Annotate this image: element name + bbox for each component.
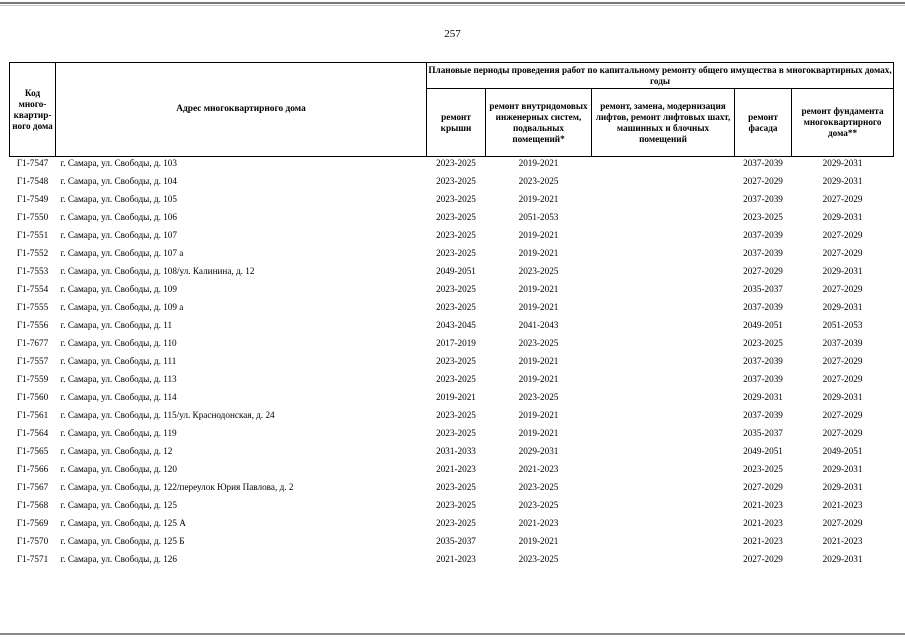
cell-roof: 2023-2025 [436,428,476,438]
cell-roof: 2023-2025 [436,158,476,168]
cell-address: г. Самара, ул. Свободы, д. 125 Б [60,536,185,546]
cell-engineering: 2051-2053 [518,212,559,222]
cell-code: Г1-7564 [16,428,49,438]
cell-facade: 2037-2039 [743,158,783,168]
table-row [10,284,894,302]
cell-code: Г1-7550 [16,212,49,222]
cell-roof: 2031-2033 [436,446,476,456]
cell-engineering: 2023-2025 [518,392,559,402]
cell-elevators [592,410,735,428]
top-rule [0,2,905,4]
bottom-rule [0,633,905,635]
cell-facade: 2037-2039 [743,230,783,240]
cell-roof: 2021-2023 [436,554,476,564]
cell-engineering: 2023-2025 [518,266,559,276]
cell-engineering: 2023-2025 [518,176,559,186]
cell-code: Г1-7554 [16,284,49,294]
cell-engineering: 2019-2021 [518,230,559,240]
cell-engineering: 2021-2023 [518,464,559,474]
table-row [10,482,894,500]
cell-code: Г1-7561 [16,410,49,420]
cell-address: г. Самара, ул. Свободы, д. 103 [60,158,177,168]
cell-engineering: 2023-2025 [518,482,559,492]
header-engineering: ремонт внутридомовых инженерных систем, подвальных помещений* [486,89,592,157]
cell-engineering: 2023-2025 [518,338,559,348]
cell-foundation: 2029-2031 [822,302,863,312]
header-code: Код много-квартир-ного дома [10,63,56,157]
cell-engineering: 2019-2021 [518,248,559,258]
cell-code: Г1-7553 [16,266,49,276]
repair-schedule-table [9,62,894,572]
cell-engineering: 2019-2021 [518,194,559,204]
cell-foundation: 2027-2029 [822,284,863,294]
cell-facade: 2037-2039 [743,410,783,420]
cell-engineering: 2019-2021 [518,302,559,312]
cell-address: г. Самара, ул. Свободы, д. 114 [60,392,177,402]
cell-engineering: 2019-2021 [518,410,559,420]
cell-elevators [592,356,735,374]
cell-elevators [592,176,735,194]
cell-roof: 2023-2025 [436,356,476,366]
cell-roof: 2023-2025 [436,248,476,258]
cell-address: г. Самара, ул. Свободы, д. 113 [60,374,177,384]
cell-address: г. Самара, ул. Свободы, д. 104 [60,176,177,186]
cell-elevators [592,464,735,482]
cell-foundation: 2051-2053 [822,320,863,330]
cell-roof: 2023-2025 [436,518,476,528]
cell-elevators [592,320,735,338]
cell-address: г. Самара, ул. Свободы, д. 126 [60,554,177,564]
header-periods-group: Плановые периоды проведения работ по капитальному ремонту общего имущества в многоквартирных домах, годы [427,63,894,89]
cell-facade: 2037-2039 [743,374,783,384]
table-row [10,410,894,428]
cell-foundation: 2027-2029 [822,374,863,384]
cell-facade: 2049-2051 [743,320,783,330]
cell-code: Г1-7551 [16,230,49,240]
cell-address: г. Самара, ул. Свободы, д. 106 [60,212,177,222]
cell-address: г. Самара, ул. Свободы, д. 108/ул. Калинина, д. 12 [60,266,255,276]
cell-foundation: 2029-2031 [822,464,863,474]
cell-foundation: 2027-2029 [822,356,863,366]
cell-roof: 2023-2025 [436,302,476,312]
table-row [10,428,894,446]
cell-facade: 2037-2039 [743,194,783,204]
cell-code: Г1-7549 [16,194,49,204]
cell-roof: 2023-2025 [436,374,476,384]
cell-code: Г1-7556 [16,320,49,330]
table-row [10,230,894,248]
page-number: 257 [444,28,461,40]
cell-engineering: 2023-2025 [518,554,559,564]
cell-facade: 2023-2025 [743,338,783,348]
cell-foundation: 2049-2051 [822,446,863,456]
table-row [10,518,894,536]
cell-facade: 2037-2039 [743,356,783,366]
cell-engineering: 2019-2021 [518,158,559,168]
cell-engineering: 2023-2025 [518,500,559,510]
cell-code: Г1-7566 [16,464,49,474]
cell-elevators [592,554,735,572]
cell-address: г. Самара, ул. Свободы, д. 125 А [60,518,186,528]
cell-engineering: 2029-2031 [518,446,559,456]
table-row [10,554,894,572]
cell-engineering: 2019-2021 [518,536,559,546]
table-row [10,176,894,194]
cell-facade: 2023-2025 [743,464,783,474]
cell-elevators [592,230,735,248]
cell-facade: 2027-2029 [743,266,783,276]
cell-foundation: 2029-2031 [822,212,863,222]
cell-engineering: 2021-2023 [518,518,559,528]
header-roof: ремонт крыши [427,89,486,157]
cell-facade: 2035-2037 [743,428,783,438]
cell-foundation: 2037-2039 [822,338,863,348]
cell-facade: 2027-2029 [743,482,783,492]
cell-facade: 2029-2031 [743,392,783,402]
cell-foundation: 2027-2029 [822,248,863,258]
table-row [10,464,894,482]
cell-roof: 2049-2051 [436,266,476,276]
cell-code: Г1-7570 [16,536,49,546]
cell-elevators [592,302,735,320]
table-row [10,266,894,284]
table-row [10,500,894,518]
cell-roof: 2043-2045 [436,320,476,330]
cell-foundation: 2027-2029 [822,230,863,240]
cell-facade: 2027-2029 [743,176,783,186]
cell-roof: 2023-2025 [436,500,476,510]
table-row [10,194,894,212]
cell-facade: 2021-2023 [743,536,783,546]
cell-address: г. Самара, ул. Свободы, д. 105 [60,194,177,204]
cell-code: Г1-7571 [16,554,49,564]
cell-address: г. Самара, ул. Свободы, д. 111 [60,356,177,366]
cell-engineering: 2041-2043 [518,320,559,330]
cell-engineering: 2019-2021 [518,428,559,438]
cell-address: г. Самара, ул. Свободы, д. 107 [60,230,177,240]
cell-roof: 2023-2025 [436,230,476,240]
cell-code: Г1-7567 [16,482,49,492]
cell-elevators [592,392,735,410]
cell-roof: 2021-2023 [436,464,476,474]
header-address: Адрес многоквартирного дома [56,63,427,157]
header-elevators: ремонт, замена, модернизация лифтов, ремонт лифтовых шахт, машинных и блочных помещений [592,89,735,157]
cell-code: Г1-7548 [16,176,49,186]
cell-engineering: 2019-2021 [518,374,559,384]
cell-address: г. Самара, ул. Свободы, д. 12 [60,446,173,456]
cell-roof: 2023-2025 [436,482,476,492]
cell-foundation: 2029-2031 [822,554,863,564]
cell-foundation: 2027-2029 [822,518,863,528]
cell-address: г. Самара, ул. Свободы, д. 11 [60,320,173,330]
table-row [10,536,894,554]
cell-code: Г1-7555 [16,302,49,312]
cell-facade: 2021-2023 [743,500,783,510]
cell-foundation: 2021-2023 [822,500,863,510]
cell-elevators [592,500,735,518]
cell-code: Г1-7552 [16,248,49,258]
cell-elevators [592,248,735,266]
cell-address: г. Самара, ул. Свободы, д. 122/переулок Юрия Павлова, д. 2 [60,482,294,492]
cell-roof: 2035-2037 [436,536,476,546]
table-row [10,248,894,266]
cell-roof: 2023-2025 [436,212,476,222]
cell-address: г. Самара, ул. Свободы, д. 110 [60,338,177,348]
table-row [10,392,894,410]
cell-code: Г1-7569 [16,518,49,528]
cell-foundation: 2027-2029 [822,428,863,438]
cell-address: г. Самара, ул. Свободы, д. 115/ул. Краснодонская, д. 24 [60,410,275,420]
cell-facade: 2049-2051 [743,446,783,456]
cell-code: Г1-7565 [16,446,49,456]
cell-elevators [592,212,735,230]
cell-elevators [592,338,735,356]
table-row [10,212,894,230]
cell-elevators [592,157,735,177]
cell-elevators [592,446,735,464]
cell-code: Г1-7559 [16,374,49,384]
cell-facade: 2027-2029 [743,554,783,564]
header-foundation: ремонт фундамента многоквартирного дома** [792,89,894,157]
cell-roof: 2023-2025 [436,194,476,204]
cell-elevators [592,374,735,392]
cell-facade: 2037-2039 [743,248,783,258]
cell-elevators [592,428,735,446]
table-row [10,374,894,392]
cell-code: Г1-7568 [16,500,49,510]
cell-engineering: 2019-2021 [518,284,559,294]
table-row [10,338,894,356]
cell-foundation: 2029-2031 [822,482,863,492]
cell-address: г. Самара, ул. Свободы, д. 120 [60,464,177,474]
cell-elevators [592,194,735,212]
header-facade: ремонт фасада [735,89,792,157]
cell-foundation: 2029-2031 [822,158,863,168]
cell-address: г. Самара, ул. Свободы, д. 109 [60,284,177,294]
cell-elevators [592,518,735,536]
cell-engineering: 2019-2021 [518,356,559,366]
cell-address: г. Самара, ул. Свободы, д. 107 а [60,248,184,258]
cell-code: Г1-7560 [16,392,49,402]
cell-elevators [592,482,735,500]
cell-foundation: 2029-2031 [822,266,863,276]
cell-address: г. Самара, ул. Свободы, д. 109 а [60,302,184,312]
cell-facade: 2023-2025 [743,212,783,222]
table-row [10,302,894,320]
table-row [10,157,894,177]
cell-elevators [592,266,735,284]
table-row [10,320,894,338]
table-body [10,157,894,573]
cell-address: г. Самара, ул. Свободы, д. 119 [60,428,177,438]
cell-code: Г1-7547 [16,158,49,168]
cell-roof: 2023-2025 [436,176,476,186]
cell-facade: 2035-2037 [743,284,783,294]
cell-foundation: 2027-2029 [822,194,863,204]
cell-elevators [592,536,735,554]
cell-address: г. Самара, ул. Свободы, д. 125 [60,500,177,510]
cell-facade: 2037-2039 [743,302,783,312]
cell-roof: 2023-2025 [436,410,476,420]
cell-foundation: 2027-2029 [822,410,863,420]
cell-foundation: 2029-2031 [822,392,863,402]
cell-roof: 2019-2021 [436,392,476,402]
cell-foundation: 2021-2023 [822,536,863,546]
table-row [10,356,894,374]
table-row [10,446,894,464]
cell-elevators [592,284,735,302]
cell-facade: 2021-2023 [743,518,783,528]
cell-roof: 2017-2019 [436,338,476,348]
cell-foundation: 2029-2031 [822,176,863,186]
cell-code: Г1-7557 [16,356,49,366]
cell-roof: 2023-2025 [436,284,476,294]
cell-code: Г1-7677 [16,338,49,348]
